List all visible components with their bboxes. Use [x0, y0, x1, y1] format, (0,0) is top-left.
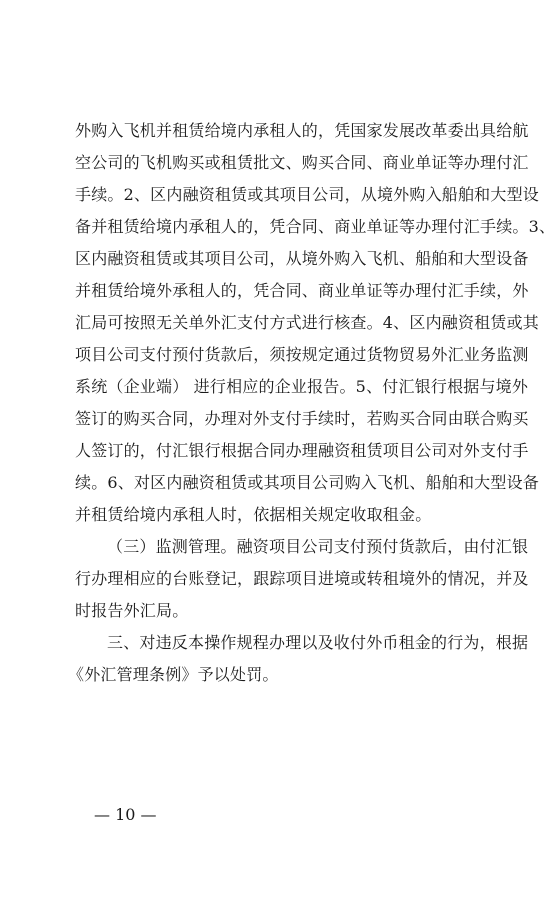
body-text-line: 行办理相应的台账登记，跟踪项目进境或转租境外的情况，并及 [75, 569, 529, 588]
body-text-line: 项目公司支付预付货款后，须按规定通过货物贸易外汇业务监测 [75, 345, 529, 364]
body-text-line: 人签订的，付汇银行根据合同办理融资租赁项目公司对外支付手 [75, 441, 529, 460]
body-text-line: 签订的购买合同，办理对外支付手续时，若购买合同由联合购买 [75, 409, 529, 428]
body-text-line: 手续。2、区内融资租赁或其项目公司，从境外购入船舶和大型设 [75, 185, 539, 204]
body-text-line: 《外汇管理条例》予以处罚。 [68, 665, 279, 684]
item-three-paragraph-start: 三、对违反本操作规程办理以及收付外币租金的行为，根据 [107, 633, 529, 652]
body-text-line: 汇局可按照无关单外汇支付方式进行核查。4、区内融资租赁或其 [75, 313, 539, 332]
body-text-line: 时报告外汇局。 [75, 601, 189, 620]
body-text-line: 系统（企业端） 进行相应的企业报告。5、付汇银行根据与境外 [75, 377, 529, 396]
body-text-line: 备并租赁给境内承租人的，凭合同、商业单证等办理付汇手续。3、 [75, 217, 555, 236]
body-text-line: 并租赁给境外承租人的，凭合同、商业单证等办理付汇手续，外 [75, 281, 529, 300]
body-text-line: 空公司的飞机购买或租赁批文、购买合同、商业单证等办理付汇 [75, 153, 529, 172]
body-text-line: 续。6、对区内融资租赁或其项目公司购入飞机、船舶和大型设备 [75, 473, 539, 492]
section-three-paragraph-start: （三）监测管理。融资项目公司支付预付货款后，由付汇银 [107, 537, 529, 556]
body-text-line: 外购入飞机并租赁给境内承租人的，凭国家发展改革委出具给航 [75, 121, 529, 140]
body-text-line: 并租赁给境内承租人时，依据相关规定收取租金。 [75, 505, 432, 524]
body-text-line: 区内融资租赁或其项目公司，从境外购入飞机、船舶和大型设备 [75, 249, 529, 268]
page-number: — 10 — [94, 805, 157, 824]
